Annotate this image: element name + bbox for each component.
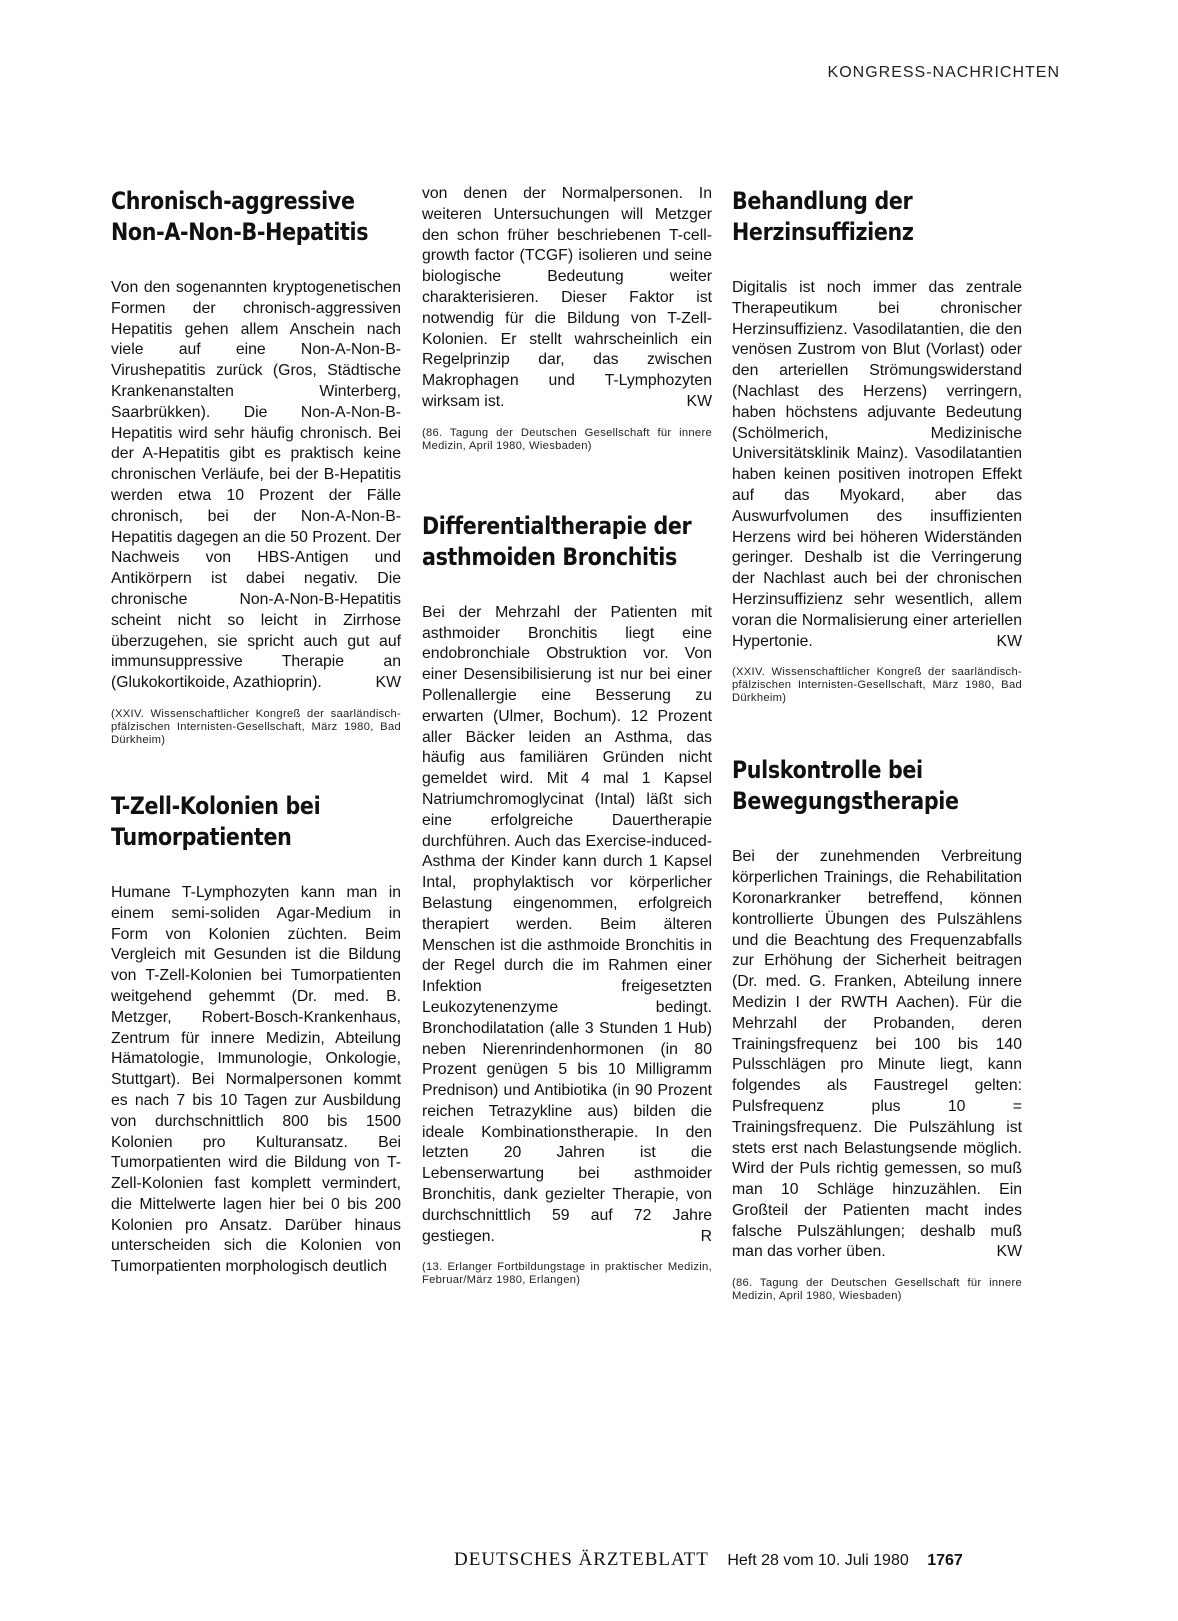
- article-body: [732, 278, 1022, 652]
- article-title: Pulskontrolle bei Bewegungstherapie: [732, 756, 959, 816]
- article-body: [111, 278, 401, 694]
- author-signature: KW: [996, 1243, 1022, 1261]
- article-body: [422, 603, 712, 1248]
- author-signature: KW: [996, 632, 1022, 650]
- article-text: Digitalis ist noch immer das zentrale Therapeutikum bei chronischer Herzinsuffizienz. Vasodilatantien, die den venösen Zustrom von Blut (Vorlast) oder den arteriellen Strömungswiderstand (Nachlast des Herzens) verringern, haben höchstens adjuvante Bedeutung (Schölmerich, Medizinische Universitätsklinik Mainz). Vasodilatantien haben keinen positiven inotropen Effekt auf das Myokard, aber das Auswurfvolumen des insuffizienten Herzens wird bei höheren Widerständen geringer. Deshalb ist die Verringerung der Nachlast auch bei der chronischen Herzinsuffizienz sehr wesentlich, allem voran die Normalisierung einer arteriellen Hypertonie.: [732, 279, 1022, 650]
- column-1: [111, 186, 401, 1278]
- column-2: [422, 184, 712, 1287]
- article-source: (86. Tagung der Deutschen Gesellschaft für innere Medizin, April 1980, Wiesbaden): [732, 1277, 1022, 1303]
- article-title: Behandlung der Herzinsuffizienz: [732, 187, 914, 246]
- author-signature: KW: [375, 674, 401, 692]
- article-source: (86. Tagung der Deutschen Gesellschaft für innere Medizin, April 1980, Wiesbaden): [422, 426, 712, 452]
- article-text: Humane T-Lymphozyten kann man in einem semi-soliden Agar-Medium in Form von Kolonien züchten. Beim Vergleich mit Gesunden ist die Bildung von T-Zell-Kolonien bei Tumorpatienten weitgehend gehemmt (Dr. med. B. Metzger, Robert-Bosch-Krankenhaus, Zentrum für innere Medizin, Abteilung Hämatologie, Immunologie, Onkologie, Stuttgart). Bei Normalpersonen kommt es nach 7 bis 10 Tagen zur Ausbildung von durchschnittlich 800 bis 1500 Kolonien pro Kulturansatz. Bei Tumorpatienten wird die Bildung von T-Zell-Kolonien fast komplett vermindert, die Mittelwerte lagen hier bei 0 bis 200 Kolonien pro Ansatz. Darüber hinaus unterscheiden sich die Kolonien von Tumorpatienten morphologisch deutlich: [111, 883, 401, 1276]
- article-title: Differentialtherapie der asthmoiden Bronchitis: [422, 511, 692, 571]
- article-text: Von den sogenannten kryptogenetischen Formen der chronisch-aggressiven Hepatitis gehen allem Anschein nach viele auf eine Non-A-Non-B-Virushepatitis zurück (Gros, Städtische Krankenanstalten Winterberg, Saarbrükken). Die Non-A-Non-B-Hepatitis wird sehr häufig chronisch. Bei der A-Hepatitis gibt es praktisch keine chronischen Verläufe, bei der B-Hepatitis werden etwa 10 Prozent der Fälle chronisch, bei der Non-A-Non-B-Hepatitis dagegen an die 50 Prozent. Der Nachweis von HBS-Antigen und Antikörpern ist dabei negativ. Die chronische Non-A-Non-B-Hepatitis scheint nicht so leicht in Zirrhose überzugehen, sie spricht auch gut auf immunsuppressive Therapie an (Glukokortikoide, Azathioprin).: [111, 279, 401, 692]
- article-source: (XXIV. Wissenschaftlicher Kongreß der saarländisch-pfälzischen Internisten-Gesellschaft, März 1980, Bad Dürkheim): [111, 707, 401, 746]
- article-body: [732, 847, 1022, 1263]
- page-footer: [454, 1549, 963, 1571]
- journal-name: DEUTSCHES ÄRZTEBLATT: [454, 1549, 709, 1570]
- article-source: (13. Erlanger Fortbildungstage in praktischer Medizin, Februar/März 1980, Erlangen): [422, 1261, 712, 1287]
- article-source: (XXIV. Wissenschaftlicher Kongreß der saarländisch-pfälzischen Internisten-Gesellschaft, März 1980, Bad Dürkheim): [732, 666, 1022, 705]
- article-text: Bei der zunehmenden Verbreitung körperlichen Trainings, die Rehabilitation Koronarkranker betreffend, können kontrollierte Übungen des Pulszählens und die Beachtung des Frequenzabfalls zur Erhöhung der Sicherheit beitragen (Dr. med. G. Franken, Abteilung innere Medizin I der RWTH Aachen). Für die Mehrzahl der Probanden, deren Trainingsfrequenz bei 100 bis 140 Pulsschlägen pro Minute liegt, kann folgendes als Faustregel gelten: Pulsfrequenz plus 10 = Trainingsfrequenz. Die Pulszählung ist stets erst nach Belastungsende möglich. Wird der Puls richtig gemessen, so muß man 10 Schläge hinzuzählen. Ein Großteil der Patienten macht indes falsche Pulszählungen; deshalb muß man das vorher üben.: [732, 848, 1022, 1261]
- article-puls: [732, 755, 1022, 1303]
- article-title: T-Zell-Kolonien bei Tumorpatienten: [111, 791, 321, 851]
- author-signature: KW: [686, 392, 712, 410]
- article-bronchitis: [422, 511, 712, 1288]
- article-text: von denen der Normalpersonen. In weiteren Untersuchungen will Metzger den schon früher beschriebenen T-cell-growth factor (TCGF) isolieren und seine biologische Bedeutung weiter charakterisieren. Dieser Faktor ist notwendig für die Bildung von T-Zell-Kolonien. Er stellt wahrscheinlich ein Regelprinzip dar, das zwischen Makrophagen und T-Lymphozyten wirksam ist.: [422, 185, 712, 410]
- article-body: [422, 184, 712, 413]
- article-herz: [732, 186, 1022, 705]
- author-signature: R: [700, 1227, 712, 1245]
- page-number: 1767: [927, 1552, 963, 1569]
- column-3: [732, 186, 1022, 1303]
- article-text: Bei der Mehrzahl der Patienten mit asthmoider Bronchitis liegt eine endobronchiale Obstruktion vor. Von einer Desensibilisierung ist nur bei einer Pollenallergie eine Besserung zu erwarten (Ulmer, Bochum). 12 Prozent aller Bäcker leiden an Asthma, das häufig aus familiären Gründen nicht gemeldet wird. Mit 4 mal 1 Kapsel Natriumchromoglycinat (Intal) läßt sich eine erfolgreiche Dauertherapie durchführen. Auch das Exercise-induced-Asthma der Kinder kann durch 1 Kapsel Intal, prophylaktisch vor körperlicher Belastung eingenommen, erfolgreich therapiert werden. Beim älteren Menschen ist die asthmoide Bronchitis in der Regel durch die im Rahmen einer Infektion freigesetzten Leukozytenenzyme bedingt. Bronchodilatation (alle 3 Stunden 1 Hub) neben Nierenrindenhormonen (in 80 Prozent genügen 5 bis 10 Milligramm Prednison) und Antibiotika (in 90 Prozent reichen Tetrazykline aus) bilden die ideale Kombinationstherapie. In den letzten 20 Jahren ist die Lebenserwartung bei asthmoider Bronchitis, dank gezielter Therapie, von durchschnittlich 59 auf 72 Jahre gestiegen.: [422, 603, 712, 1245]
- article-tzell: [111, 791, 401, 1278]
- article-title: Chronisch-aggressive Non-A-Non-B-Hepatitis: [111, 187, 369, 246]
- article-tzell-continued: [422, 184, 712, 453]
- article-hepatitis: [111, 186, 401, 747]
- section-label: KONGRESS-NACHRICHTEN: [827, 64, 1060, 81]
- issue-info: Heft 28 vom 10. Juli 1980: [727, 1552, 909, 1569]
